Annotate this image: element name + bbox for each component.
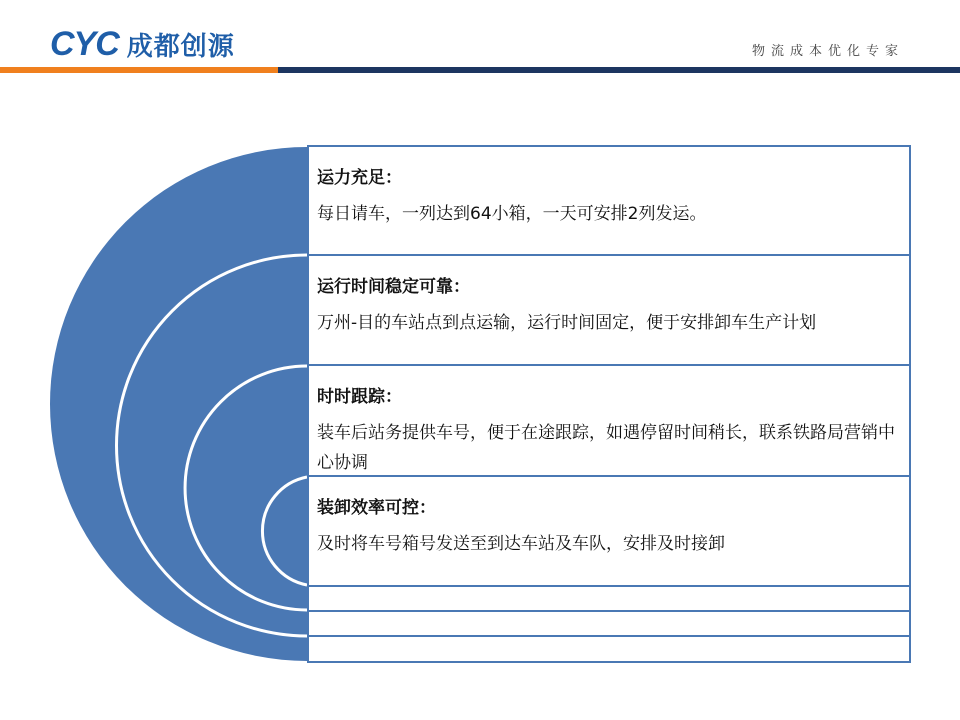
panel-body: 及时将车号箱号发送至到达车站及车队，安排及时接卸 xyxy=(317,534,725,554)
company-name: 成都创源 xyxy=(126,31,235,62)
arc-disk xyxy=(50,147,307,661)
panel-tracking xyxy=(307,364,911,477)
tagline: 物流成本优化专家 xyxy=(751,44,904,59)
panel-empty-1 xyxy=(307,585,911,612)
panel-body: 装车后站务提供车号，便于在途跟踪，如遇停留时间稍长，联系铁路局营销中心协调 xyxy=(317,423,895,473)
panel-efficiency xyxy=(307,475,911,587)
panel-title: 时时跟踪： xyxy=(317,387,402,407)
panel-empty-3 xyxy=(307,635,911,663)
panel-capacity xyxy=(307,145,911,256)
panel-title: 装卸效率可控： xyxy=(317,498,436,518)
panel-title: 运力充足： xyxy=(317,168,402,188)
panel-body: 每日请车，一列达到64小箱，一天可安排2列发运。 xyxy=(317,204,707,224)
panel-empty-2 xyxy=(307,610,911,637)
panel-schedule xyxy=(307,254,911,366)
panel-body: 万州-目的车站点到点运输，运行时间固定，便于安排卸车生产计划 xyxy=(317,313,817,333)
logo-mark: CYC xyxy=(50,24,119,63)
panel-title: 运行时间稳定可靠： xyxy=(317,277,470,297)
